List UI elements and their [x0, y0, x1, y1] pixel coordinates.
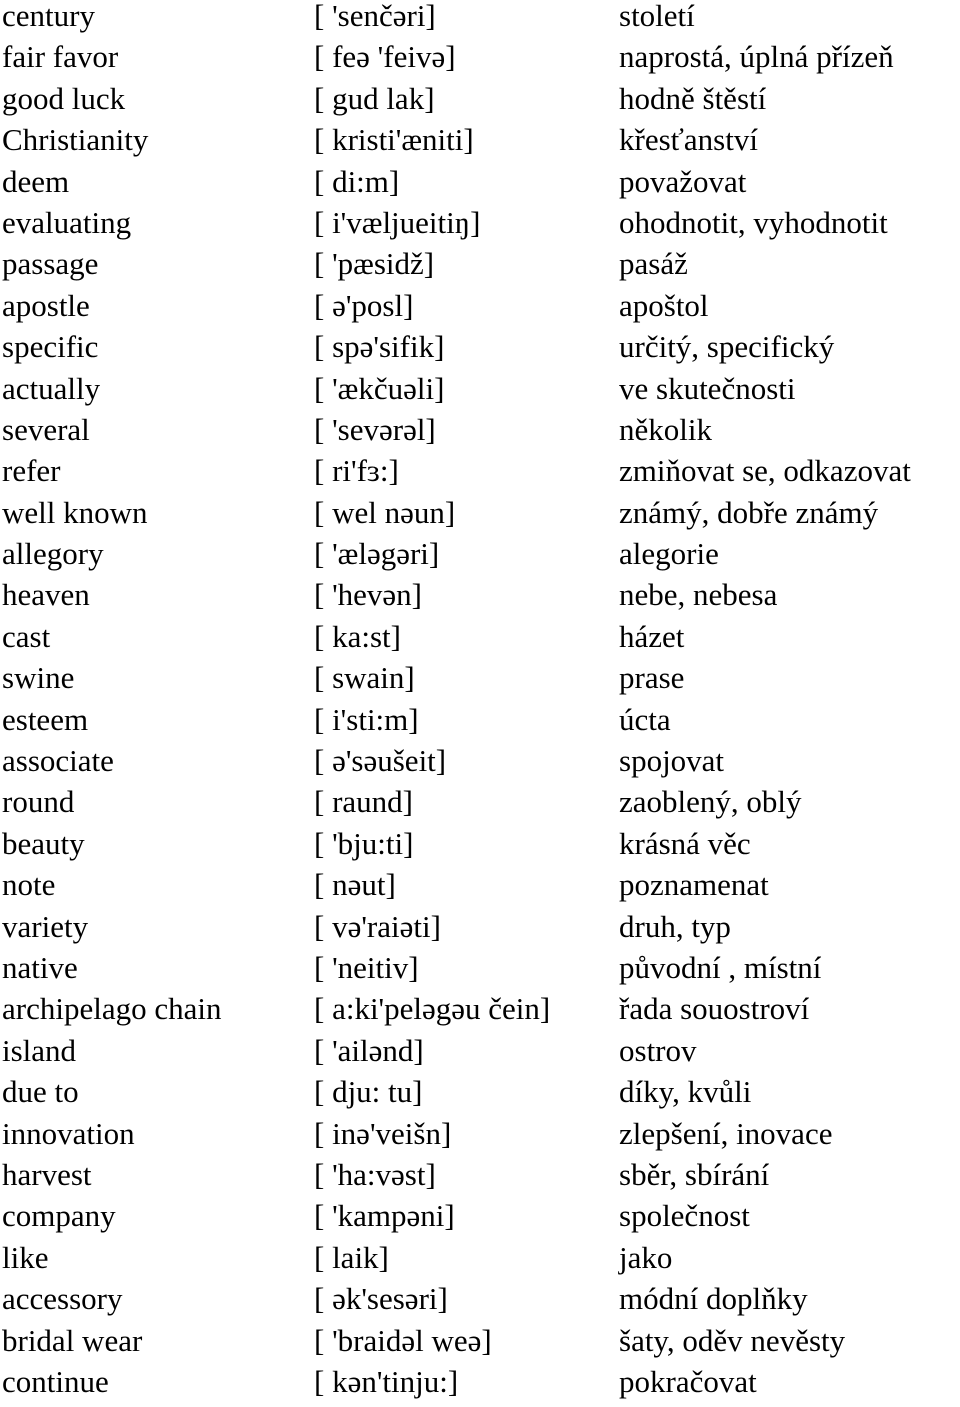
czech-translation: určitý, specifický [619, 329, 835, 365]
czech-translation: zmiňovat se, odkazovat [619, 453, 911, 489]
vocab-row [0, 618, 960, 662]
vocab-row [0, 494, 960, 538]
czech-translation: společnost [619, 1198, 750, 1234]
vocab-row [0, 248, 960, 289]
vocab-row [0, 287, 960, 331]
english-word: actually [2, 370, 101, 406]
english-word: heaven [2, 577, 90, 613]
english-word: passage [2, 246, 99, 282]
vocab-row [0, 579, 960, 620]
pronunciation: [ 'ailənd] [314, 1032, 424, 1068]
czech-translation: nebe, nebesa [619, 577, 778, 613]
czech-translation: alegorie [619, 536, 719, 572]
pronunciation: [ i'væljueitiŋ] [314, 204, 481, 240]
vocab-row [0, 825, 960, 869]
czech-translation: ostrov [619, 1032, 697, 1068]
vocab-row [0, 41, 960, 82]
vocab-row [0, 1363, 960, 1407]
czech-translation: známý, dobře známý [619, 494, 879, 530]
czech-translation: století [619, 0, 695, 33]
czech-translation: sběr, sbírání [619, 1156, 770, 1192]
czech-translation: apoštol [619, 287, 709, 323]
pronunciation: [ ə'posl] [314, 287, 414, 323]
pronunciation: [ i'sti:m] [314, 701, 419, 737]
vocab-row [0, 869, 960, 910]
czech-translation: zaoblený, oblý [619, 784, 802, 820]
pronunciation: [ gud lak] [314, 80, 435, 116]
english-word: apostle [2, 287, 90, 323]
czech-translation: módní doplňky [619, 1281, 808, 1317]
english-word: esteem [2, 701, 89, 737]
pronunciation: [ ri'fɜ:] [314, 453, 399, 489]
vocab-row [0, 370, 960, 414]
english-word: associate [2, 743, 114, 779]
english-word: several [2, 411, 90, 447]
english-word: good luck [2, 80, 126, 116]
english-word: innovation [2, 1115, 135, 1151]
czech-translation: křesťanství [619, 122, 758, 158]
english-word: archipelago chain [2, 991, 222, 1027]
english-word: like [2, 1239, 49, 1275]
czech-translation: ve skutečnosti [619, 370, 796, 406]
pronunciation: [ ka:st] [314, 618, 401, 654]
english-word: bridal wear [2, 1322, 143, 1358]
english-word: fair favor [2, 39, 119, 75]
czech-translation: druh, typ [619, 908, 731, 944]
czech-translation: šaty, oděv nevěsty [619, 1322, 846, 1358]
vocab-row [0, 1032, 960, 1076]
english-word: note [2, 867, 56, 903]
pronunciation: [ wel nəun] [314, 494, 456, 530]
pronunciation: [ 'bju:ti] [314, 825, 414, 861]
vocab-row [0, 455, 960, 496]
pronunciation: [ və'raiəti] [314, 908, 441, 944]
vocab-row [0, 701, 960, 745]
english-word: deem [2, 163, 70, 199]
english-word: evaluating [2, 204, 132, 240]
pronunciation: [ ə'səušeit] [314, 743, 447, 779]
pronunciation: [ di:m] [314, 163, 400, 199]
pronunciation: [ 'pæsidž] [314, 246, 435, 282]
czech-translation: považovat [619, 163, 747, 199]
vocab-row [0, 908, 960, 952]
english-word: specific [2, 329, 99, 365]
pronunciation: [ 'ækčuəli] [314, 370, 445, 406]
pronunciation: [ kən'tinju:] [314, 1363, 459, 1399]
english-word: refer [2, 453, 61, 489]
vocab-row [0, 331, 960, 372]
pronunciation: [ 'hevən] [314, 577, 423, 613]
czech-translation: řada souostroví [619, 991, 810, 1027]
pronunciation: [ kristi'æniti] [314, 122, 474, 158]
english-word: cast [2, 618, 51, 654]
czech-translation: prase [619, 660, 685, 696]
vocab-row [0, 949, 960, 993]
vocab-row [0, 163, 960, 207]
czech-translation: několik [619, 411, 712, 447]
pronunciation: [ 'senčəri] [314, 0, 436, 33]
vocab-row [0, 786, 960, 827]
pronunciation: [ a:ki'peləgəu čein] [314, 991, 551, 1027]
vocab-row [0, 80, 960, 124]
czech-translation: hodně štěstí [619, 80, 767, 116]
vocab-row [0, 1283, 960, 1324]
vocab-row [0, 411, 960, 455]
english-word: island [2, 1032, 77, 1068]
pronunciation: [ 'neitiv] [314, 949, 419, 985]
czech-translation: házet [619, 618, 685, 654]
english-word: continue [2, 1363, 109, 1399]
english-word: well known [2, 494, 148, 530]
english-word: beauty [2, 825, 85, 861]
english-word: Christianity [2, 122, 149, 158]
vocab-row [0, 538, 960, 579]
pronunciation: [ feə 'feivə] [314, 39, 456, 75]
english-word: native [2, 949, 78, 985]
pronunciation: [ dju: tu] [314, 1074, 423, 1110]
pronunciation: [ 'ha:vəst] [314, 1156, 436, 1192]
english-word: company [2, 1198, 116, 1234]
english-word: allegory [2, 536, 104, 572]
pronunciation: [ laik] [314, 1239, 389, 1275]
english-word: round [2, 784, 75, 820]
vocab-row [0, 204, 960, 248]
vocab-row [0, 0, 960, 41]
english-word: due to [2, 1074, 79, 1110]
czech-translation: pasáž [619, 246, 688, 282]
pronunciation: [ 'kampəni] [314, 1198, 455, 1234]
pronunciation: [ 'braidəl weə] [314, 1322, 492, 1358]
czech-translation: původní , místní [619, 949, 822, 985]
vocab-row [0, 993, 960, 1034]
pronunciation: [ inə'veišn] [314, 1115, 452, 1151]
vocab-row [0, 1076, 960, 1117]
vocab-row [0, 662, 960, 703]
vocab-row [0, 745, 960, 786]
pronunciation: [ 'æləgəri] [314, 536, 440, 572]
vocab-row [0, 1200, 960, 1241]
english-word: harvest [2, 1156, 92, 1192]
vocab-row [0, 1239, 960, 1283]
pronunciation: [ raund] [314, 784, 413, 820]
czech-translation: jako [619, 1239, 673, 1275]
czech-translation: naprostá, úplná přízeň [619, 39, 894, 75]
vocab-row [0, 1322, 960, 1366]
english-word: swine [2, 660, 75, 696]
vocab-row [0, 1156, 960, 1200]
pronunciation: [ spə'sifik] [314, 329, 445, 365]
english-word: century [2, 0, 95, 33]
vocab-row [0, 1115, 960, 1159]
czech-translation: zlepšení, inovace [619, 1115, 833, 1151]
pronunciation: [ nəut] [314, 867, 396, 903]
pronunciation: [ swain] [314, 660, 415, 696]
pronunciation: [ ək'sesəri] [314, 1281, 448, 1317]
czech-translation: úcta [619, 701, 671, 737]
czech-translation: pokračovat [619, 1363, 757, 1399]
english-word: variety [2, 908, 89, 944]
czech-translation: ohodnotit, vyhodnotit [619, 204, 888, 240]
czech-translation: poznamenat [619, 867, 769, 903]
vocab-row [0, 124, 960, 165]
english-word: accessory [2, 1281, 123, 1317]
czech-translation: spojovat [619, 743, 725, 779]
czech-translation: krásná věc [619, 825, 751, 861]
czech-translation: díky, kvůli [619, 1074, 752, 1110]
pronunciation: [ 'sevərəl] [314, 411, 436, 447]
